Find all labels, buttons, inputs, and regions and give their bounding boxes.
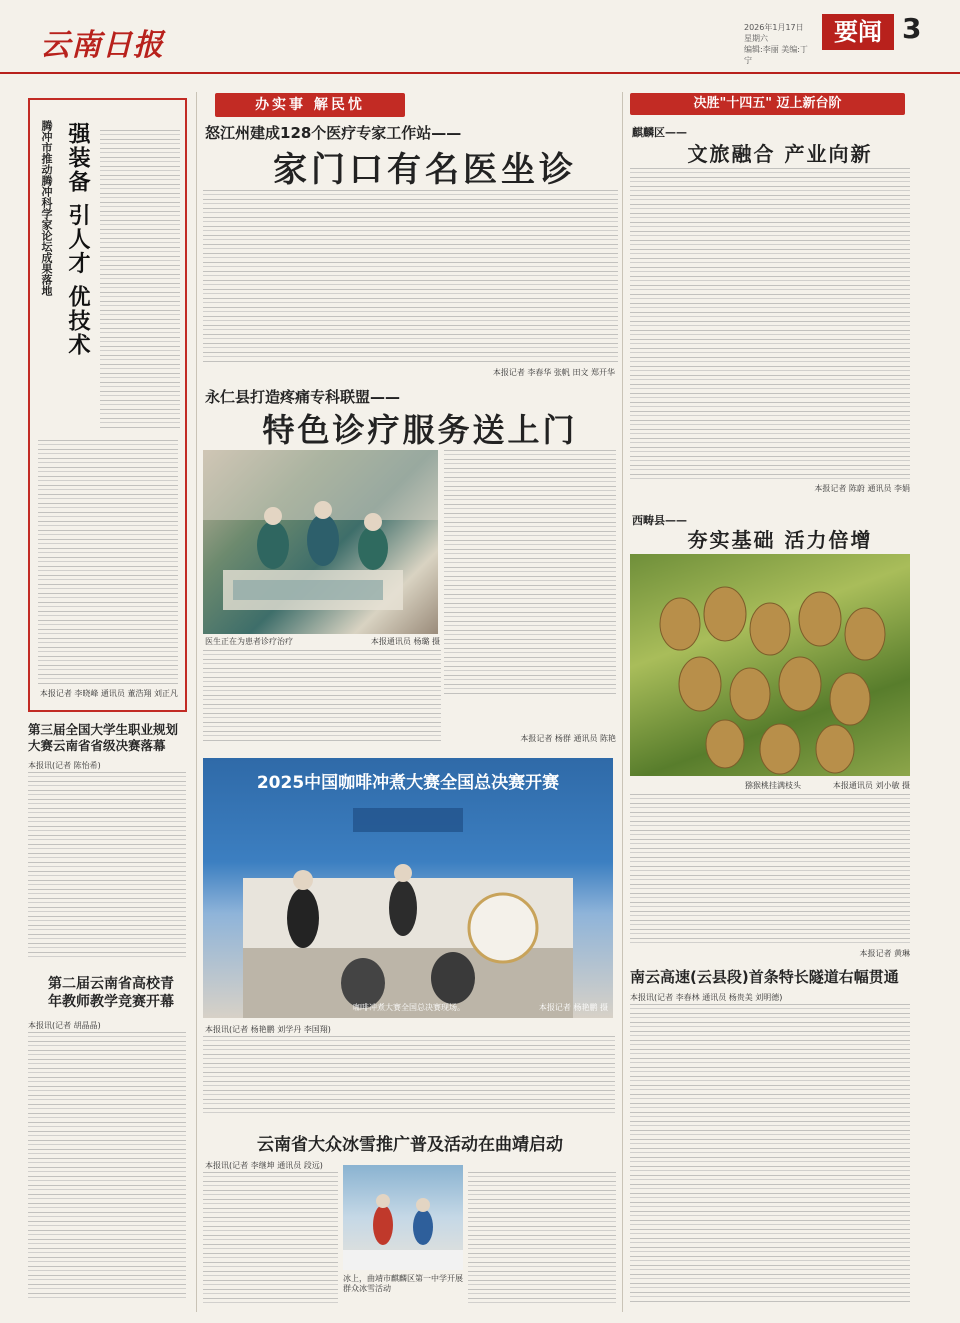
ice-byline: 本报讯(记者 李继坤 通讯员 段远) bbox=[205, 1161, 323, 1170]
xichou-photo bbox=[630, 554, 910, 776]
yongren-body-right bbox=[444, 450, 616, 695]
tengchong-story-box bbox=[28, 98, 187, 712]
xichou-headline: 夯实基础 活力倍增 bbox=[687, 528, 873, 552]
yongren-byline: 本报记者 杨群 通讯员 陈艳 bbox=[520, 734, 616, 743]
xichou-photo-credit: 本报通讯员 刘小敏 摄 bbox=[832, 781, 910, 790]
kiwi-fruit-image bbox=[630, 554, 910, 776]
coffee-photo-credit: 本报记者 杨艳鹏 摄 bbox=[538, 1003, 608, 1012]
brief-1-title: 第三届全国大学生职业规划大赛云南省省级决赛落幕 bbox=[28, 722, 179, 753]
tengchong-byline: 本报记者 李晓峰 通讯员 董浩翔 刘正凡 bbox=[39, 689, 178, 698]
brief-2-byline: 本报讯(记者 胡晶晶) bbox=[28, 1021, 101, 1030]
brief-1-body bbox=[28, 772, 186, 957]
yongren-body-bottom bbox=[203, 650, 441, 744]
ice-headline: 云南省大众冰雪推广普及活动在曲靖启动 bbox=[257, 1135, 563, 1155]
brief-2-body bbox=[28, 1032, 186, 1300]
issue-date: 2026年1月17日 星期六 编辑:李丽 美编:丁宁 bbox=[744, 23, 808, 65]
nujiang-headline: 家门口有名医坐诊 bbox=[273, 150, 577, 190]
ice-activity-image bbox=[343, 1165, 463, 1270]
coffee-photo-caption: 咖啡冲煮大赛全国总决赛现场。 bbox=[353, 1003, 465, 1012]
tengchong-headline: 强装备 引人才 优技术 bbox=[65, 122, 90, 358]
section-badge: 要闻 bbox=[822, 14, 894, 50]
ice-body-right bbox=[468, 1172, 616, 1307]
qilin-kicker: 麒麟区—— bbox=[632, 126, 687, 139]
yongren-headline: 特色诊疗服务送上门 bbox=[262, 411, 578, 449]
qilin-headline: 文旅融合 产业向新 bbox=[687, 142, 873, 166]
qilin-body bbox=[630, 168, 910, 480]
tunnel-body bbox=[630, 1004, 910, 1304]
tunnel-headline: 南云高速(云县段)首条特长隧道右幅贯通 bbox=[630, 968, 899, 986]
page-number: 3 bbox=[902, 12, 922, 45]
qilin-byline: 本报记者 陈蔚 通讯员 李娟 bbox=[814, 484, 910, 493]
tunnel-byline: 本报讯(记者 李春林 通讯员 杨贵美 刘明德) bbox=[630, 993, 783, 1002]
tengchong-body-text bbox=[100, 130, 180, 430]
xichou-byline: 本报记者 黄琳 bbox=[859, 949, 910, 958]
xichou-body bbox=[630, 794, 910, 944]
coffee-body bbox=[203, 1036, 615, 1116]
column-divider-left bbox=[196, 92, 197, 1312]
right-banner: 决胜"十四五" 迈上新台阶 bbox=[630, 93, 905, 115]
ice-photo-caption: 冰上，曲靖市麒麟区第一中学开展群众冰雪活动 bbox=[343, 1274, 463, 1293]
ice-body-left bbox=[203, 1172, 338, 1307]
nujiang-byline: 本报记者 李春华 张帆 田文 郑开华 bbox=[492, 368, 615, 377]
yongren-photo bbox=[203, 450, 438, 634]
newspaper-logo: 云南日报 bbox=[40, 28, 164, 63]
nujiang-kicker: 怒江州建成128个医疗专家工作站—— bbox=[205, 124, 462, 142]
nujiang-body bbox=[203, 190, 618, 362]
yongren-photo-caption: 医生正在为患者诊疗治疗 bbox=[205, 637, 293, 646]
brief-1-byline: 本报讯(记者 陈怡希) bbox=[28, 761, 101, 770]
page-header bbox=[0, 0, 960, 74]
yongren-kicker: 永仁县打造疼痛专科联盟—— bbox=[205, 388, 401, 406]
coffee-competition-image bbox=[203, 758, 613, 1018]
xichou-photo-caption: 猕猴桃挂满枝头 bbox=[745, 781, 801, 790]
yongren-photo-credit: 本报通讯员 杨璐 摄 bbox=[370, 637, 440, 646]
coffee-headline: 2025中国咖啡冲煮大赛全国总决赛开赛 bbox=[256, 773, 560, 793]
tengchong-subheadline: 腾冲市推动腾冲科学家论坛成果落地 bbox=[40, 120, 53, 296]
coffee-byline: 本报讯(记者 杨艳鹏 刘学丹 李国翔) bbox=[205, 1025, 331, 1034]
coffee-photo bbox=[203, 758, 613, 1018]
clinic-scene-image bbox=[203, 450, 438, 634]
tengchong-body-text-2 bbox=[38, 440, 178, 685]
ice-photo bbox=[343, 1165, 463, 1270]
column-divider-right bbox=[622, 92, 623, 1312]
brief-2-title: 第二届云南省高校青年教师教学竞赛开幕 bbox=[48, 976, 174, 1010]
feature-banner: 办实事 解民忧 bbox=[215, 93, 405, 117]
xichou-kicker: 西畴县—— bbox=[632, 514, 687, 527]
